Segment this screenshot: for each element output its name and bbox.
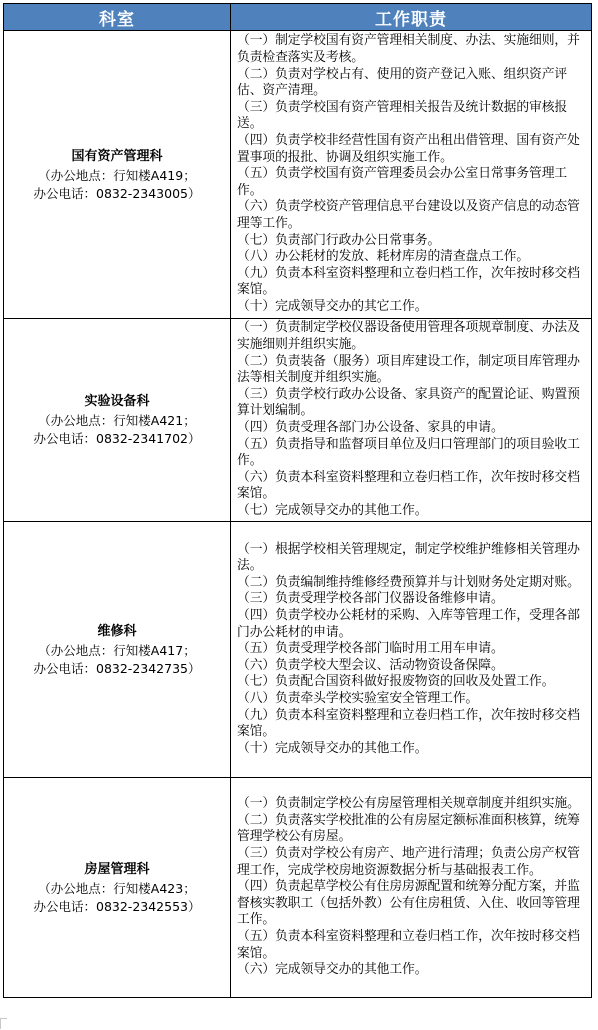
- duty-item: （六）负责学校资产管理信息平台建设以及资产信息的动态管理等工作。: [237, 199, 580, 231]
- duty-item: （四）负责受理各部门办公设备、家具的申请。: [237, 420, 504, 435]
- department-duties-table: [3, 3, 592, 998]
- duty-item: （四）负责学校非经营性国有资产出租出借管理、国有资产处置事项的报批、协调及组织实施工作。: [237, 133, 580, 165]
- dept-phone: 办公电话：0832-2343005）: [33, 185, 201, 201]
- duties-cell: [231, 522, 592, 778]
- table-header-row: [4, 4, 592, 31]
- dept-name: 实验设备科: [84, 394, 150, 409]
- header-dept: 科室: [4, 4, 231, 31]
- duty-item: （十）完成领导交办的其他工作。: [237, 740, 428, 756]
- dept-row: [4, 31, 592, 319]
- duty-item: （五）负责指导和监督项目单位及归口管理部门的项目验收工作。: [237, 436, 580, 469]
- duty-item: （三）负责受理学校各部门仪器设备维修申请。: [237, 591, 504, 607]
- duty-item: （五）负责受理学校各部门临时用工用车申请。: [237, 641, 504, 657]
- dept-cell: [4, 522, 231, 778]
- duty-item: （六）负责本科室资料整理和立卷归档工作，次年按时移交档案馆。: [237, 469, 580, 502]
- dept-cell: [4, 31, 231, 319]
- duty-item: （一）负责制定学校仪器设备使用管理各项规章制度、办法及实施细则并组织实施。: [237, 320, 580, 353]
- dept-cell: [4, 319, 231, 522]
- duty-item: （一）负责制定学校公有房屋管理相关规章制度并组织实施。: [237, 796, 580, 812]
- duty-item: （五）负责本科室资料整理和立卷归档工作，次年按时移交档案馆。: [237, 928, 580, 961]
- dept-name: 国有资产管理科: [71, 148, 163, 164]
- duty-item: （八）办公耗材的发放、耗材库房的清查盘点工作。: [237, 249, 530, 265]
- duty-item: （二）负责装备（服务）项目库建设工作，制定项目库管理办法等相关制度并组织实施。: [237, 353, 580, 386]
- duty-item: （六）负责学校大型会议、活动物资设备保障。: [237, 657, 504, 673]
- dept-name: 房屋管理科: [84, 861, 150, 877]
- duty-item: （八）负责牵头学校实验室安全管理工作。: [237, 690, 479, 706]
- duty-item: （三）负责对学校公有房产、地产进行清理；负责公房产权管理工作，完成学校房地资源数据分析与基础报表工作。: [237, 846, 580, 878]
- duty-item: （二）负责落实学校批准的公有房屋定额标准面积核算，统筹管理学校公有房屋。: [237, 812, 580, 845]
- duties-cell: [231, 778, 592, 998]
- duties-cell: [231, 31, 592, 319]
- dept-phone: 办公电话：0832-2342735）: [33, 660, 201, 676]
- dept-row: [4, 522, 592, 778]
- duty-item: （七）负责配合国资科做好报废物资的回收及处置工作。: [237, 674, 555, 690]
- header-duties: 工作职责: [231, 4, 592, 31]
- duties-cell: [231, 319, 592, 522]
- duty-item: （四）负责学校办公耗材的采购、入库等管理工作，受理各部门办公耗材的申请。: [237, 608, 580, 640]
- duty-item: （七）负责部门行政办公日常事务。: [237, 232, 441, 248]
- duty-item: （六）完成领导交办的其他工作。: [237, 962, 428, 978]
- duty-item: （三）负责学校行政办公设备、家具资产的配置论证、购置预算计划编制。: [237, 386, 580, 419]
- dept-row: [4, 319, 592, 522]
- duty-item: （十）完成领导交办的其它工作。: [237, 298, 428, 314]
- dept-location: （办公地点：行知楼A419；: [38, 167, 196, 183]
- dept-name: 维修科: [97, 623, 137, 639]
- dept-phone: 办公电话：0832-2342553）: [33, 898, 201, 914]
- page-corner-mark: [0, 1018, 7, 1029]
- dept-cell: [4, 778, 231, 998]
- dept-location: （办公地点：行知楼A417；: [38, 642, 196, 658]
- dept-location: （办公地点：行知楼A421；: [38, 413, 196, 428]
- dept-phone: 办公电话：0832-2341702）: [33, 431, 201, 446]
- duty-item: （九）负责本科室资料整理和立卷归档工作，次年按时移交档案馆。: [237, 707, 580, 740]
- duty-item: （一）制定学校国有资产管理相关制度、办法、实施细则，并负责检查落实及考核。: [237, 33, 580, 66]
- dept-location: （办公地点：行知楼A423；: [38, 880, 196, 896]
- dept-row: [4, 778, 592, 998]
- duty-item: （四）负责起草学校公有住房房源配置和统筹分配方案，并监督核实教职工（包括外教）公有住房租赁、入住、收回等管理工作。: [237, 879, 580, 928]
- duty-item: （七）完成领导交办的其他工作。: [237, 502, 428, 518]
- duty-item: （一）根据学校相关管理规定，制定学校维护维修相关管理办法。: [237, 541, 580, 574]
- duty-item: （九）负责本科室资料整理和立卷归档工作，次年按时移交档案馆。: [237, 265, 580, 298]
- duty-item: （二）负责编制维持维修经费预算并与计划财务处定期对账。: [237, 574, 580, 590]
- duty-item: （二）负责对学校占有、使用的资产登记入账、组织资产评估、资产清理。: [237, 66, 568, 99]
- duty-item: （三）负责学校国有资产管理相关报告及统计数据的审核报送。: [237, 99, 568, 132]
- duty-item: （五）负责学校国有资产管理委员会办公室日常事务管理工作。: [237, 166, 568, 198]
